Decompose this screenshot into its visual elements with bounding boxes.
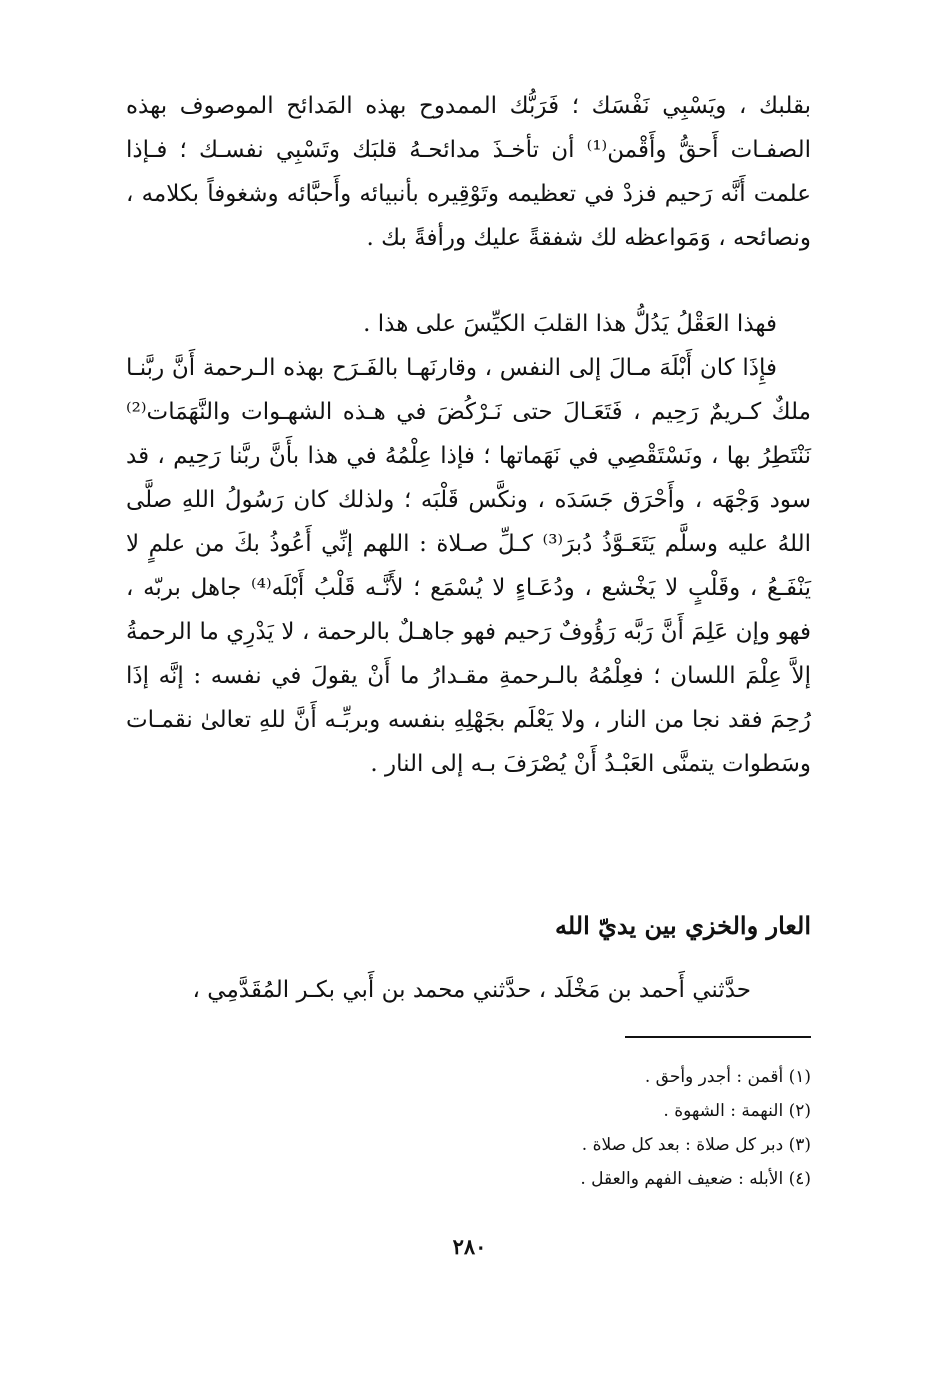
footnote-divider [625, 1036, 811, 1038]
paragraph-3: فإِذَا كان أَبْلَهَ مـالَ إلى النفس ، وقارنَهـا بالفَـرَح بهذه الـرحمة أَنَّ ربَّنـا ملكٌ كـريمٌ رَحِيم ، فَتَعَـالَ حتى نَـرْكُضَ في هـذه الشهـوات والنَّهَمَات⁽²⁾ نَنْتَطِرُ بها ، ونَسْتَقْصِي في نَهَماتها ؛ فإذا عِلْمُهُ في هذا بأَنَّ ربَّنا رَحِيم ، قد سود وَجْهَه ، وأَحْرَق جَسَدَه ، ونكَّس قَلْبَه ؛ ولذلك كان رَسُولُ اللهِ صلَّى اللهُ عليه وسلَّم يَتَعَـوَّذُ دُبرَ⁽³⁾ كـلِّ صـلاة : اللهم إنِّي أَعُوذُ بكَ من علمٍ لا يَنْفَـعُ ، وقَلْبٍ لا يَخْشع ، ودُعَـاءٍ لا يُسْمَع ؛ لأَنَّـه قَلْبُ أَبْلَه⁽⁴⁾ جاهل بربّه ، فهو وإن عَلِمَ أَنَّ رَبَّه رَؤُوفٌ رَحيم فهو جاهـلٌ بالرحمة ، لا يَدْرِي ما الرحمةُ إلاَّ عِلْمَ اللسان ؛ فعِلْمُهُ بالـرحمةِ مقـدارُ ما أَنْ يقولَ في نفسه : إنَّه إذَا رُحِمَ فقد نجا من النار ، ولا يَعْلَم بجَهْلِهِ بنفسه وبربِّـه أَنَّ للهِ تعالىٰ نقمـات وسَطوات يتمنَّى العَبْـدُ أَنْ يُصْرَفَ بـه إلى النار . [126, 355, 812, 777]
paragraph-4: حدَّثني أَحمد بن مَخْلَد ، حدَّثني محمد بن أَبي بكـر المُقَدَّمِي ، [192, 977, 751, 1003]
paragraph-2: فهذا العَقْلُ يَدُلُّ هذا القلبَ الكيِّسَ على هذا . [363, 311, 777, 337]
paragraph-1: بقلبك ، ويَسْبِي نَفْسَك ؛ فَرَبُّك الممدوح بهذه المَدائح الموصوف بهذه الصفـات أَحقُّ وأَقْمن⁽¹⁾ أن تأخـذَ مدائحـهُ قلبَك وتَسْبِي نفسـك ؛ فـإذا علمت أَنَّه رَحيم فزدْ في تعظيمه وتَوْقِيره بأنبيائه وأَحبَّائه وشغوفاً بكلامه ، ونصائحه ، وَمَواعظه لك شفقةً عليك ورأفةً بك . [126, 93, 812, 251]
footnote-3: (٣) دبر كل صلاة : بعد كل صلاة . [581, 1135, 811, 1155]
footnotes-list [126, 1060, 811, 1196]
section-heading: العار والخزي بين يديّ الله [554, 911, 811, 940]
footnote-2: (٢) النهمة : الشهوة . [663, 1101, 811, 1121]
footnote-1: (١) أقمن : أجدر وأحق . [644, 1067, 811, 1087]
footnote-4: (٤) الأبله : ضعيف الفهم والعقل . [580, 1169, 811, 1189]
page-number: ٢٨٠ [452, 1234, 487, 1259]
